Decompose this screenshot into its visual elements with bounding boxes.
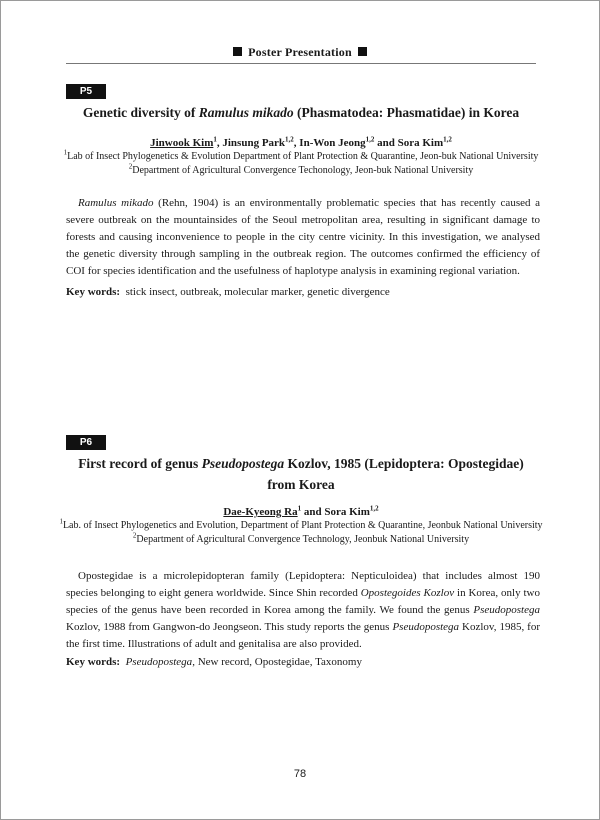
square-bullet-icon [233,47,242,56]
poster-affiliations [58,150,544,178]
affiliation-line: $^1$Lab. of Insect Phylogenetics and Evolution, Department of Plant Protection & Quarantine, Jeonbuk National University [59,517,543,531]
affiliation-line: $^1$Lab of Insect Phylogenetics & Evolution Department of Plant Protection & Quarantine, Jeon-buk National University [63,148,539,162]
poster-authors: Dae-Kyeong Ra$^1$ and Sora Kim$^{1,2}$ [223,504,379,518]
title-genus-name: Pseudopostega [201,456,285,471]
poster-abstract: Opostegidae is a microlepidopteran family (Lepidoptera: Nepticuloidea) that includes almost 190 species belonging to eight genera worldwide. Since Shin recorded Opostegoides Kozlov in Korea, only two species of the genus have been recorded in Korea among the family. We found the genus Pseudopostega Kozlov, 1988 from Gangwon-do Jeongseon. This study reports the genus Pseudopostega Kozlov, 1985, for the first time. Illustrations of adult and genitalisa are also provided. [66,570,540,650]
header-rule [66,63,536,64]
page-number: 78 [293,768,307,780]
section-header [0,45,600,60]
poster-code-badge: P5 [66,84,106,99]
keywords-label: Key words: [66,656,121,668]
poster-keywords [66,285,540,299]
keywords-label: Key words: [66,286,121,298]
affiliation-line: $^2$Department of Agricultural Convergence Technology, Jeonbuk National University [132,531,470,545]
title-species-name: Ramulus mikado [198,105,294,120]
poster-affiliations [58,519,544,547]
poster-title: First record of genus Pseudopostega Kozlov, 1985 (Lepidoptera: Opostegidae) from Korea [78,456,524,492]
presenting-author: Jinwook Kim [150,137,214,149]
poster-authors: Jinwook Kim$^1$, Jinsung Park$^{1,2}$, In-Won Jeong$^{1,2}$ and Sora Kim$^{1,2}$ [150,135,452,149]
section-header-label: Poster Presentation [248,45,352,59]
poster-title: Genetic diversity of Ramulus mikado (Phasmatodea: Phasmatidae) in Korea [82,105,520,120]
poster-code-badge: P6 [66,435,106,450]
square-bullet-icon [358,47,367,56]
affiliation-line: $^2$Department of Agricultural Convergence Techonology, Jeon-buk National University [128,162,474,176]
poster-abstract: Ramulus mikado (Rehn, 1904) is an environmentally problematic species that has recently caused a severe outbreak on the mountainsides of the Seoul metropolitan area, resulting in significant damage to forests and causing inconvenience to people in the city centre vicinity. In this investigation, we analysed the genetic diversity through sampling in the outbreak region. The outcomes confirmed the efficiency of COI for species identification and the usefulness of haplotype analysis in examining regional variation. [66,197,540,277]
keywords-list: stick insect, outbreak, molecular marker, genetic divergence [125,286,390,298]
presenting-author: Dae-Kyeong Ra [223,506,298,518]
poster-keywords: Key words: Pseudopostega, New record, Opostegidae, Taxonomy [66,656,362,668]
